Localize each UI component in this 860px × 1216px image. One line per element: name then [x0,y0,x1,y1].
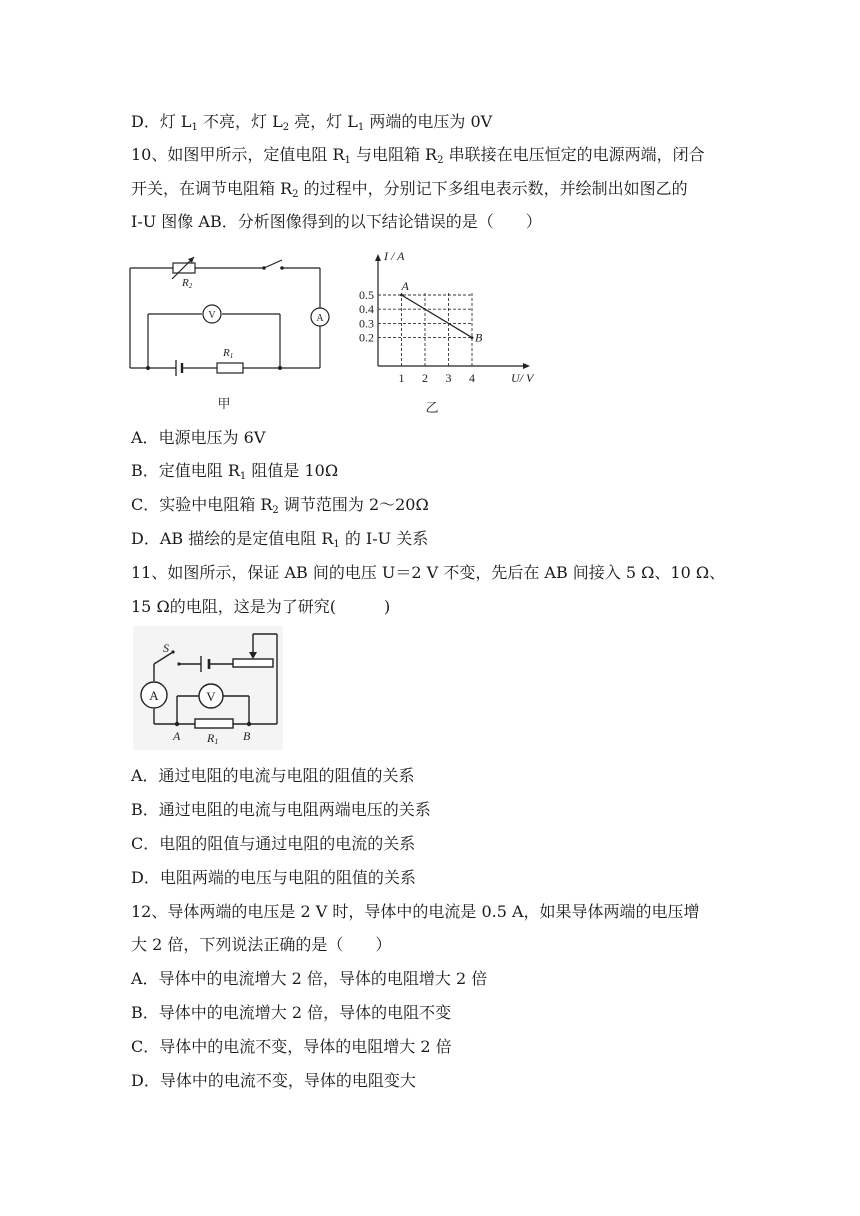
label-r1: R1 [223,347,234,360]
data-point [471,336,474,339]
voltmeter-label: V [206,689,216,704]
series-line-ab [402,295,473,338]
q12-option-b: B．导体中的电流增大 2 倍，导体的电阻不变 [131,1003,452,1022]
point-b-label: B [243,729,251,743]
q11-option-b: B．通过电阻的电流与电阻两端电压的关系 [131,800,431,819]
x-axis-label: U/ V [511,371,534,385]
label-r1: R1 [207,731,219,746]
q10-option-c: C．实验中电阻箱 $R_2$ 调节范围为 2～20Ω [131,495,429,516]
x-tick-label: 4 [469,371,475,385]
q11-stem-line2: 15 Ω的电阻，这是为了研究( ) [131,597,391,616]
q10-iu-graph [348,244,553,420]
q12-option-d: D．导体中的电流不变，导体的电阻变大 [131,1071,416,1090]
q12-option-a: A．导体中的电流增大 2 倍，导体的电阻增大 2 倍 [131,969,488,988]
ammeter-label: A [149,688,159,703]
point-a-label: A [173,729,181,743]
data-point [400,294,403,297]
point-label-b: B [475,330,483,345]
x-tick-label: 1 [398,371,405,385]
q11-circuit-diagram [133,626,283,750]
q10-stem-line1: 10、如图甲所示，定值电阻 $R_1$ 与电阻箱 $R_2$ 串联接在电压恒定的电源两端，闭合 [131,145,705,166]
q11-option-c: C．电阻的阻值与通过电阻的电流的关系 [131,834,416,853]
x-tick-label: 2 [422,371,428,385]
q10-stem-line2: 开关，在调节电阻箱 $R_2$ 的过程中，分别记下多组电表示数，并绘制出如图乙的 [131,179,688,200]
switch-label: S [163,641,169,655]
ammeter-label: A [316,313,324,324]
label-r2: R2 [182,277,193,290]
y-axis-label: I / A [384,249,405,263]
q11-option-a: A．通过电阻的电流与电阻的阻值的关系 [131,766,415,785]
q12-option-c: C．导体中的电流不变，导体的电阻增大 2 倍 [131,1037,452,1056]
q10-option-b: B．定值电阻 $R_1$ 阻值是 10Ω [131,461,339,482]
q12-stem-line2: 大 2 倍，下列说法正确的是（ ） [131,935,392,954]
y-tick-label: 0.5 [359,288,374,302]
y-tick-label: 0.3 [359,316,374,331]
y-tick-label: 0.2 [359,330,374,345]
q10-stem-line3: I-U 图像 AB．分析图像得到的以下结论错误的是（ ） [131,212,542,231]
x-tick-label: 3 [445,371,452,385]
y-tick-label: 0.4 [359,302,374,317]
point-label-a: A [401,279,409,293]
q10-circuit-diagram [120,248,335,418]
voltmeter-label: V [208,310,216,321]
q11-option-d: D．电阻两端的电压与电阻的阻值的关系 [131,868,416,887]
prev-option-d: D．灯 $L_1$ 不亮，灯 $L_2$ 亮，灯 $L_1$ 两端的电压为 0V [131,112,493,133]
q12-stem-line1: 12、导体两端的电压是 2 V 时，导体中的电流是 0.5 A，如果导体两端的电压增 [131,902,700,921]
q10-option-d: D．AB 描绘的是定值电阻 $R_1$ 的 I-U 关系 [131,529,429,550]
q10-option-a: A．电源电压为 6V [131,428,266,447]
figure-caption-yi: 乙 [425,400,439,415]
q11-stem-line1: 11、如图所示，保证 AB 间的电压 U＝2 V 不变，先后在 AB 间接入 5 Ω、10 Ω、 [131,563,726,582]
figure-caption-jia: 甲 [217,396,231,411]
